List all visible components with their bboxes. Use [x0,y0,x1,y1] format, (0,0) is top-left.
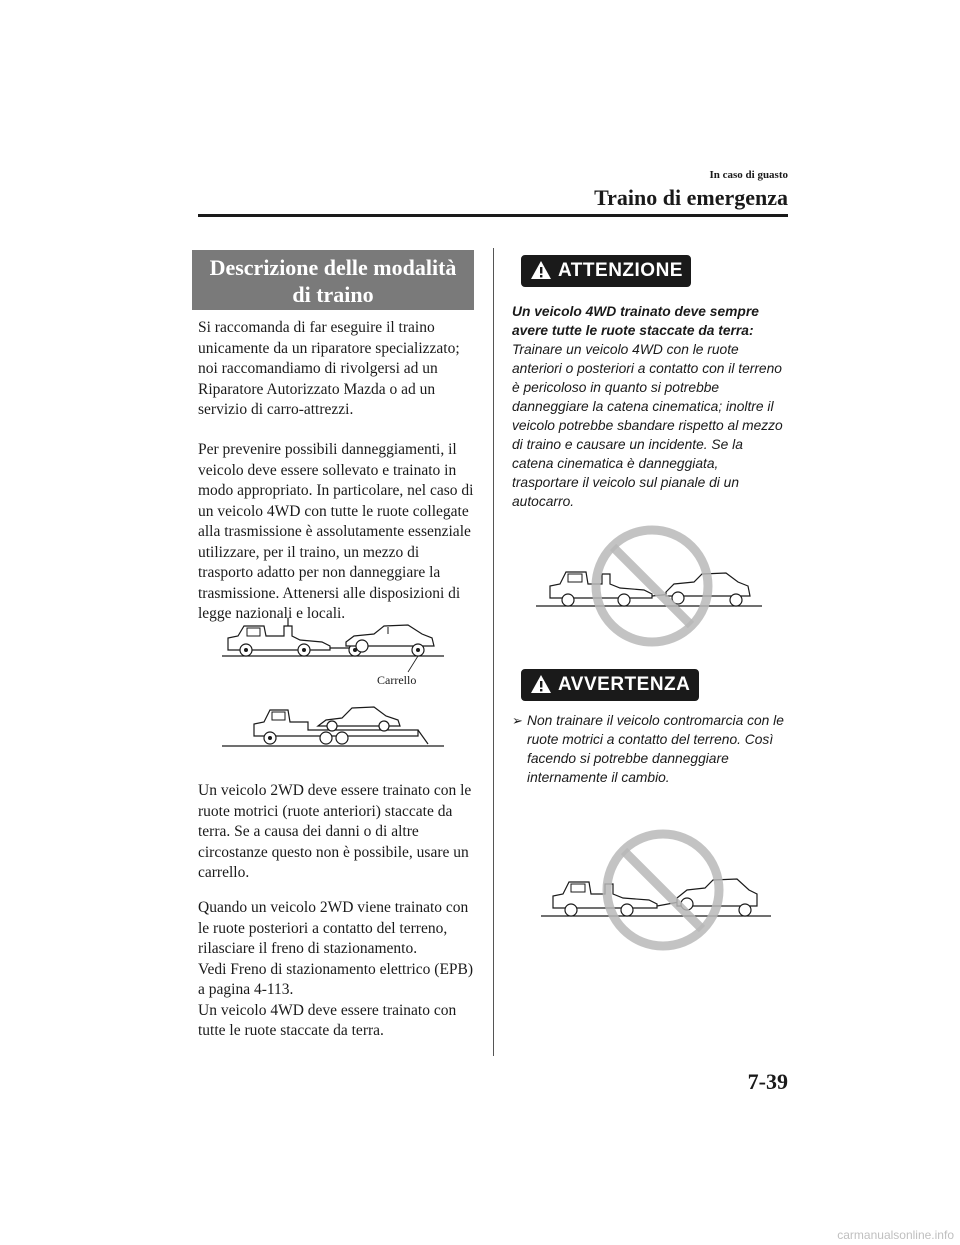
column-divider [493,248,494,1056]
warning-triangle-icon [530,674,552,694]
paragraph-4wd: Un veicolo 4WD deve essere trainato con tutte le ruote staccate da terra. [198,1001,457,1039]
attenzione-badge [521,255,691,287]
warning-triangle-icon [530,260,552,280]
prohibited-towing-4wd-illustration [536,516,764,656]
paragraph-parking-brake-a: Quando un veicolo 2WD viene trainato con le ruote posteriori a contatto del terreno, rilasciare il freno di stazionamento. [198,899,469,957]
paragraph-parking-brake [198,898,478,1042]
header-section-label: In caso di guasto [709,169,788,181]
avvertenza-badge [521,669,699,701]
paragraph-2wd: Un veicolo 2WD deve essere trainato con le ruote motrici (ruote anteriori) staccate da terra. Se a causa dei danni o di altre circostanze questo non è possibile, usare un carrello. [198,782,472,881]
section-heading-line1: Descrizione delle modalità [209,255,457,280]
section-heading-banner [192,250,474,310]
attenzione-body-text: Trainare un veicolo 4WD con le ruote anteriori o posteriori a contatto con il terreno è pericoloso in quanto si potrebbe danneggiare la catena cinematica; inoltre il veicolo potrebbe sbandare rispetto al mezzo di traino e causare un incidente. Se la catena cinematica è danneggiata, trasportare il veicolo sul pianale di un autocarro. [512,342,783,509]
attenzione-label: ATTENZIONE [558,260,683,281]
attenzione-bold-text: Un veicolo 4WD trainato deve sempre avere tutte le ruote staccate da terra: [512,304,759,338]
avvertenza-item-text: Non trainare il veicolo contromarcia con le ruote motrici a contatto del terreno. Così facendo si potrebbe danneggiare internamente il cambio. [527,713,784,785]
watermark: carmanualsonline.info [837,1228,954,1242]
avvertenza-label: AVVERTENZA [558,674,691,695]
flatbed-illustration [222,696,444,752]
prohibited-reverse-towing-illustration [541,828,773,952]
page-title: Traino di emergenza [594,185,788,210]
paragraph-intro: Si raccomanda di far eseguire il traino unicamente da un riparatore specializzato; noi raccomandiamo di rivolgersi ad un Riparatore Autorizzato Mazda o ad un servizio di carro-attrezzi. [198,319,460,418]
paragraph-prevent-damage: Per prevenire possibili danneggiamenti, il veicolo deve essere sollevato e trainato in modo appropriato. In particolare, nel caso di un veicolo 4WD con tutte le ruote collegate alla trasmissione è assolutamente essenziale utilizzare, per il traino, un mezzo di trasporto adatto per non danneggiare la trasmissione. Attenersi alle disposizioni di legge nazionali e locali. [198,441,474,622]
paragraph-parking-brake-ref: Vedi Freno di stazionamento elettrico (EPB) a pagina 4-113. [198,960,474,998]
dolly-label: Carrello [377,673,417,687]
section-heading-line2: di traino [292,282,374,307]
bullet-arrow-icon: ➢ [512,713,523,728]
page-number: 7-39 [747,1069,788,1094]
header-rule [198,214,788,217]
